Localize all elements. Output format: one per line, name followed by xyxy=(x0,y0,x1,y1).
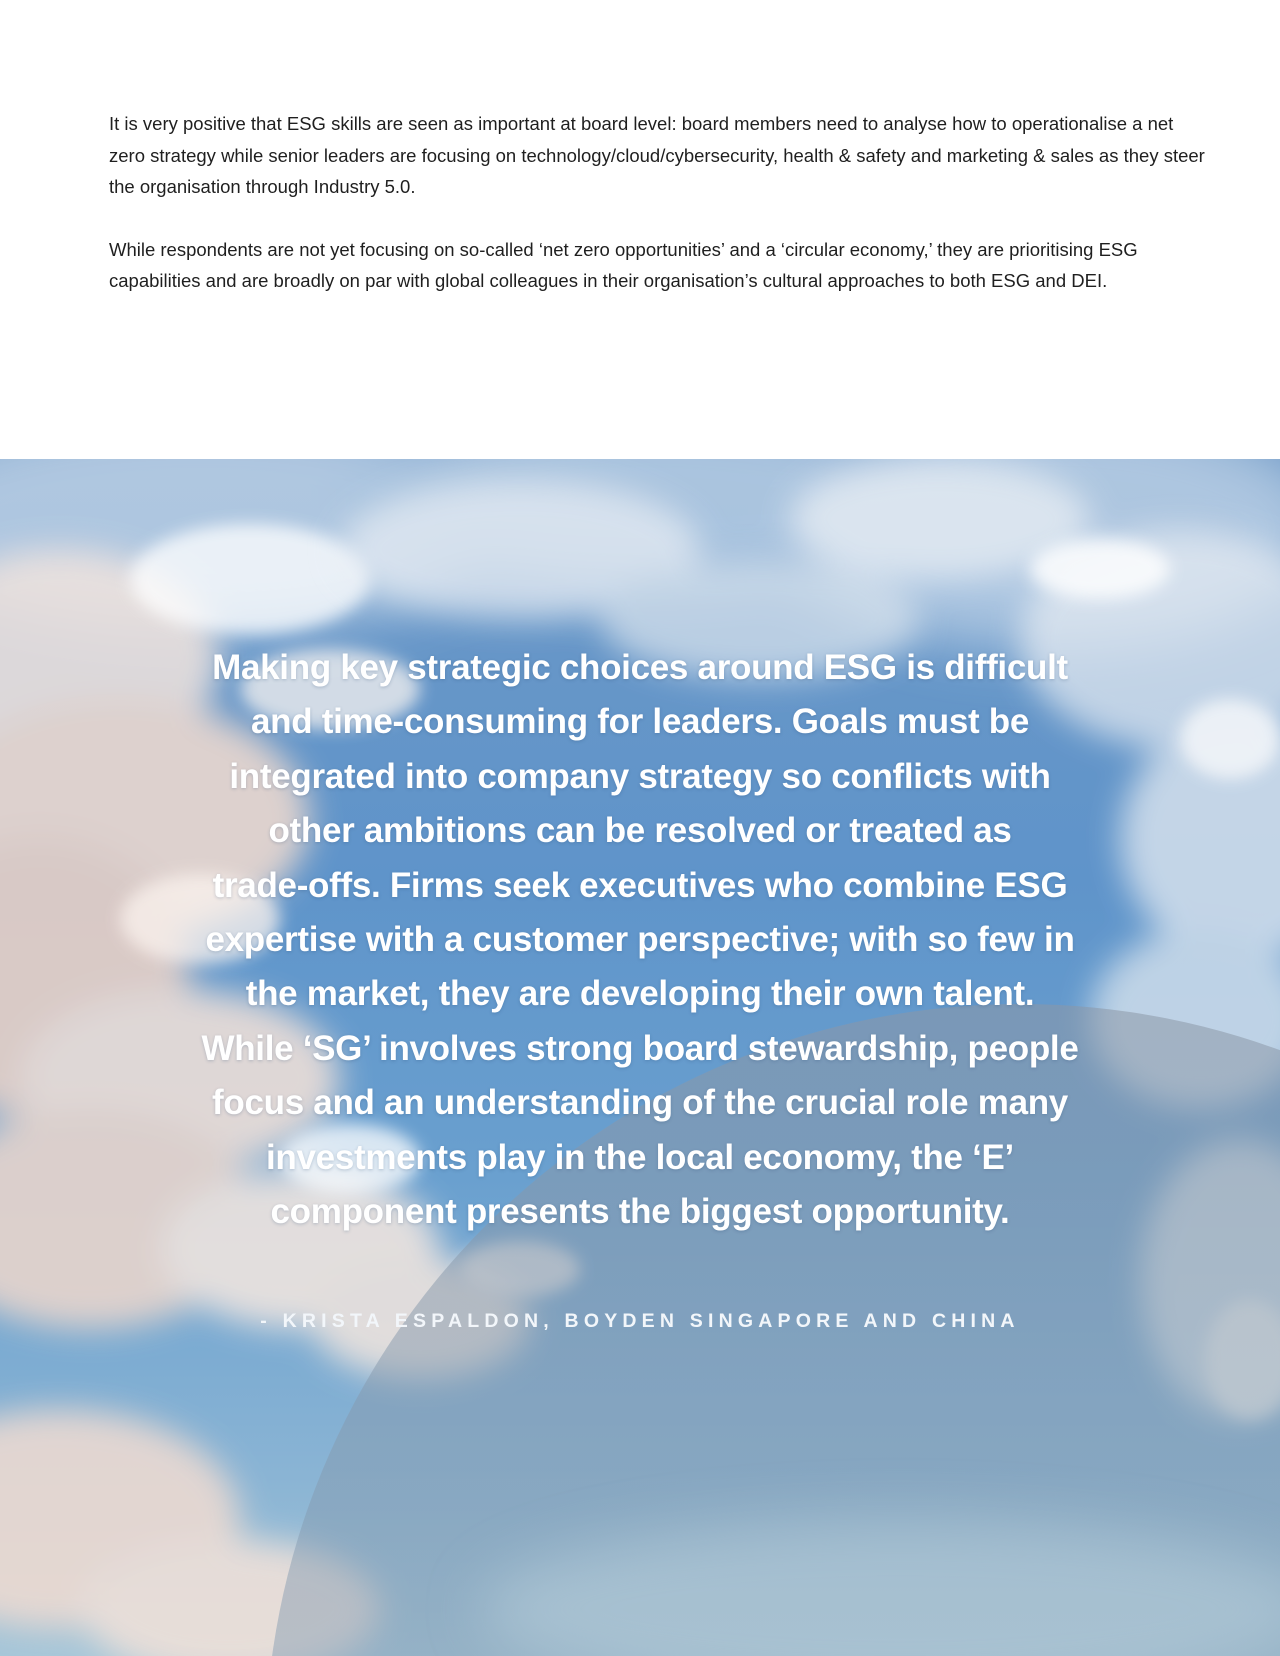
quote-line: expertise with a customer perspective; with so few in xyxy=(205,920,1075,960)
quote-line: investments play in the local economy, the ‘E’ xyxy=(266,1137,1014,1177)
quote-attribution: - KRISTA ESPALDON, BOYDEN SINGAPORE AND CHINA xyxy=(260,1310,1020,1332)
quote-line: Making key strategic choices around ESG is difficult xyxy=(212,648,1068,687)
quote-line: integrated into company strategy so conflicts with xyxy=(229,756,1051,796)
intro-text xyxy=(109,108,1209,328)
quote-banner xyxy=(0,459,1280,1656)
quote-line: the market, they are developing their own talent. xyxy=(245,974,1035,1014)
intro-paragraph-1: It is very positive that ESG skills are seen as important at board level: board members need to analyse how to operationalise a net zero strategy while senior leaders are focusing on technology/cloud/cybersecurity, health & safety and marketing & sales as they steer the organisation through Industry 5.0. xyxy=(109,113,1205,197)
quote-line: While ‘SG’ involves strong board stewardship, people xyxy=(201,1028,1079,1068)
intro-paragraph-2: While respondents are not yet focusing on so-called ‘net zero opportunities’ and a ‘circular economy,’ they are prioritising ESG capabilities and are broadly on par with global colleagues in their organisation’s cultural approaches to both ESG and DEI. xyxy=(109,238,1138,291)
quote-line: trade-offs. Firms seek executives who combine ESG xyxy=(212,865,1068,905)
pull-quote xyxy=(150,641,1130,1239)
quote-line: other ambitions can be resolved or treated as xyxy=(268,811,1012,851)
quote-line: component presents the biggest opportunity. xyxy=(270,1192,1010,1232)
quote-line: focus and an understanding of the crucial role many xyxy=(212,1083,1068,1123)
quote-line: and time-consuming for leaders. Goals must be xyxy=(250,702,1030,742)
